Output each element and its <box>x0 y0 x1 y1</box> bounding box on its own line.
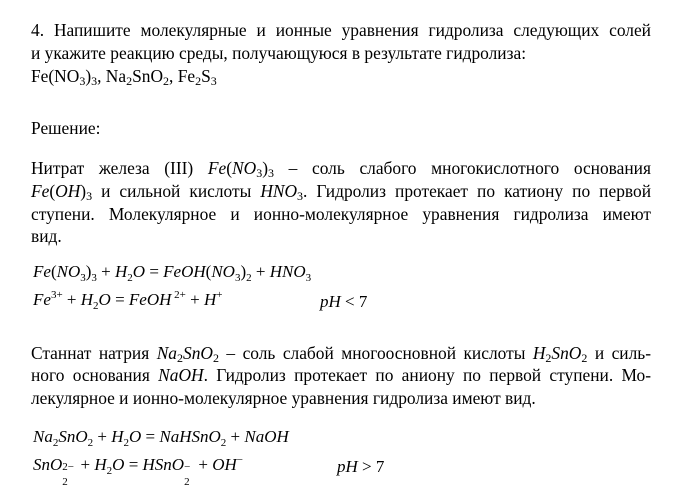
equation-molecular-2: $Na_2SnO_2 + H_2O$ = NaHSnO$_2$ + NaOH <box>33 427 289 449</box>
paragraph1-line-1: Нитрат железа (III) $Fe(NO_3)_3$ – соль слабого многокислотного основания <box>31 158 651 180</box>
paragraph2-line-2: ного основания NaOH. Гидролиз протекает по аниону по первой ступени. Мо- <box>31 365 651 385</box>
ph-acidic: pH < 7 <box>320 292 368 311</box>
paragraph1-line-2: $Fe(OH)_3$ и сильной кислоты $HNO_3$. Гидролиз протекает по катиону по первой <box>31 181 651 203</box>
task-line-2: и укажите реакцию среды, получающуюся в результате гидролиза: <box>31 43 527 63</box>
paragraph2-line-3: лекулярное и ионно-молекулярное уравнения гидролиза имеют вид. <box>31 388 536 408</box>
task-salts: $Fe(NO_3)_3$, $Na_2SnO_2$, $Fe_2S_3$ <box>31 66 217 88</box>
equation-ionic-2: SnO 2− 2 + $H_2O$ = HSnO − 2 + OH− <box>33 454 243 488</box>
paragraph2-line-1: Станнат натрия $Na_2SnO_2$ – соль слабой многоосновной кислоты $H_2SnO_2$ и силь- <box>31 343 652 365</box>
solution-heading: Решение: <box>31 118 101 138</box>
paragraph1-line-3: ступени. Молекулярное и ионно-молекулярное уравнения гидролиза имеют <box>31 204 651 224</box>
paragraph1-line-4: вид. <box>31 226 62 246</box>
equation-ionic-1: $Fe^{3+} + H_2O$ = FeOH $^{2+}$ + H+ <box>33 289 223 312</box>
ph-alkaline: pH > 7 <box>337 457 385 476</box>
equation-molecular-1: $Fe(NO_3)_3 + H_2O$ = $FeOH(NO_3)_2 + HNO_3$ <box>33 262 312 284</box>
task-line-1: 4. Напишите молекулярные и ионные уравнения гидролиза следующих солей <box>31 20 651 40</box>
